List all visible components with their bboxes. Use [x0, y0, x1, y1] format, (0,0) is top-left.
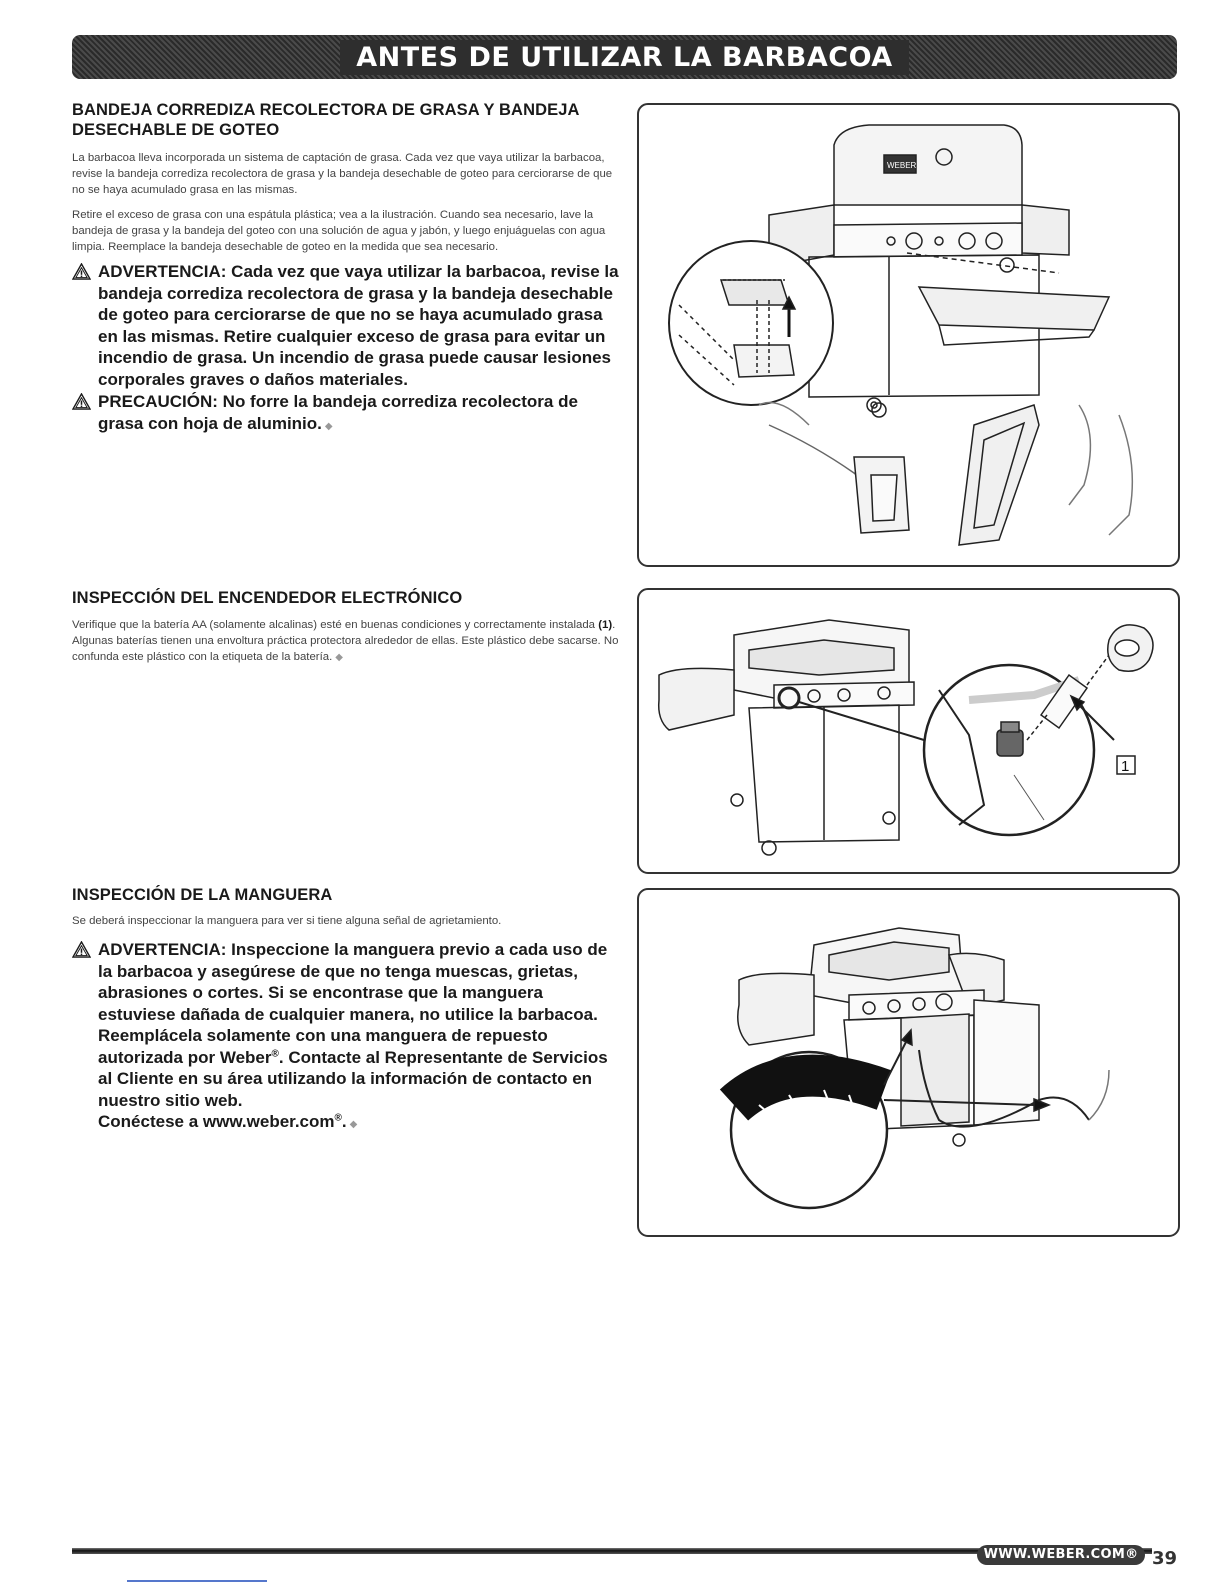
page-header-banner [72, 35, 1177, 79]
callout-reference: (1) [598, 619, 613, 631]
warning-triangle-icon [72, 263, 91, 280]
paragraph: Se deberá inspeccionar la manguera para ver si tiene alguna señal de agrietamiento. [72, 915, 502, 927]
website-text: Conéctese a www.weber.com [98, 1112, 335, 1131]
footer-website: WWW.WEBER.COM® [977, 1545, 1145, 1565]
igniter-battery-illustration [639, 590, 1178, 872]
paragraph-text: Verifique que la batería AA (solamente alcalinas) esté en buenas condiciones y correctamente instalada [72, 619, 599, 631]
section-hose [72, 885, 620, 1136]
section-igniter [72, 588, 620, 666]
warning-text: . Contacte al Representante de Servicios al Cliente en su área utilizando la información de contacto en nuestro sitio web. [98, 1047, 608, 1110]
section-grease-tray [72, 100, 620, 437]
warning-triangle-icon [72, 393, 91, 410]
end-mark-icon: ◆ [335, 652, 343, 663]
warning-block [72, 939, 620, 1136]
caution-text: PRECAUCIÓN: No forre la bandeja corrediza recolectora de grasa con hoja de aluminio. [98, 392, 578, 433]
paragraph-text: . Algunas baterías tienen una envoltura práctica protectora alrededor de ellas. Este plástico debe sacarse. No confunda este plástico con la etiqueta de la batería. [72, 619, 619, 663]
paragraph [72, 617, 620, 666]
section-heading: INSPECCIÓN DEL ENCENDEDOR ELECTRÓNICO [72, 589, 463, 607]
warning-triangle-icon [72, 941, 91, 958]
decorative-line [127, 1580, 267, 1582]
end-mark-icon: ◆ [324, 420, 333, 432]
registered-mark: ® [271, 1047, 279, 1059]
brand-label: WEBER [887, 161, 917, 170]
grill-grease-tray-illustration [639, 105, 1178, 565]
page-title: ANTES DE UTILIZAR LA BARBACOA [340, 40, 908, 75]
section-heading: BANDEJA CORREDIZA RECOLECTORA DE GRASA Y BANDEJA DESECHABLE DE GOTEO [72, 101, 579, 139]
callout-label: 1 [1121, 758, 1130, 775]
section-heading: INSPECCIÓN DE LA MANGUERA [72, 886, 333, 904]
warning-text: ADVERTENCIA: Inspeccione la manguera previo a cada uso de la barbacoa y asegúrese de que no tenga muescas, grietas, abrasiones o cortes. Si se encontrase que la manguera estuviese dañada de cualquier manera, no utilice la barbacoa. Reemplácela solamente con una manguera de repuesto autorizada por Weber [98, 940, 608, 1067]
punctuation: . [341, 1112, 347, 1131]
warning-text: ADVERTENCIA: Cada vez que vaya utilizar la barbacoa, revise la bandeja corrediza recolectora de grasa y la bandeja desechable de goteo para cerciorarse de que no se haya acumulado grasa en las mismas. Retire cualquier exceso de grasa para evitar un incendio de grasa. Un incendio de grasa puede causar lesiones corporales graves o daños materiales. [98, 262, 619, 389]
warning-block [72, 261, 620, 390]
caution-block [72, 391, 620, 437]
page-number: 39 [1152, 1548, 1178, 1569]
registered-mark: ® [334, 1112, 342, 1124]
figure-hose [637, 888, 1180, 1237]
figure-igniter [637, 588, 1180, 874]
paragraph: Retire el exceso de grasa con una espátula plástica; vea a la ilustración. Cuando sea necesario, lave la bandeja de grasa y la bandeja del goteo con una solución de agua y jabón, y luego enjuáguelas con agua limpia. Reemplace la bandeja desechable de goteo en la medida que sea necesario. [72, 209, 606, 253]
hose-inspection-illustration [639, 890, 1178, 1235]
figure-grease-tray [637, 103, 1180, 567]
end-mark-icon: ◆ [349, 1119, 358, 1130]
paragraph: La barbacoa lleva incorporada un sistema de captación de grasa. Cada vez que vaya utilizar la barbacoa, revise la bandeja corrediza recolectora de grasa y la bandeja desechable de goteo para cerciorarse de que no se haya acumulado grasa en las mismas. [72, 152, 613, 196]
